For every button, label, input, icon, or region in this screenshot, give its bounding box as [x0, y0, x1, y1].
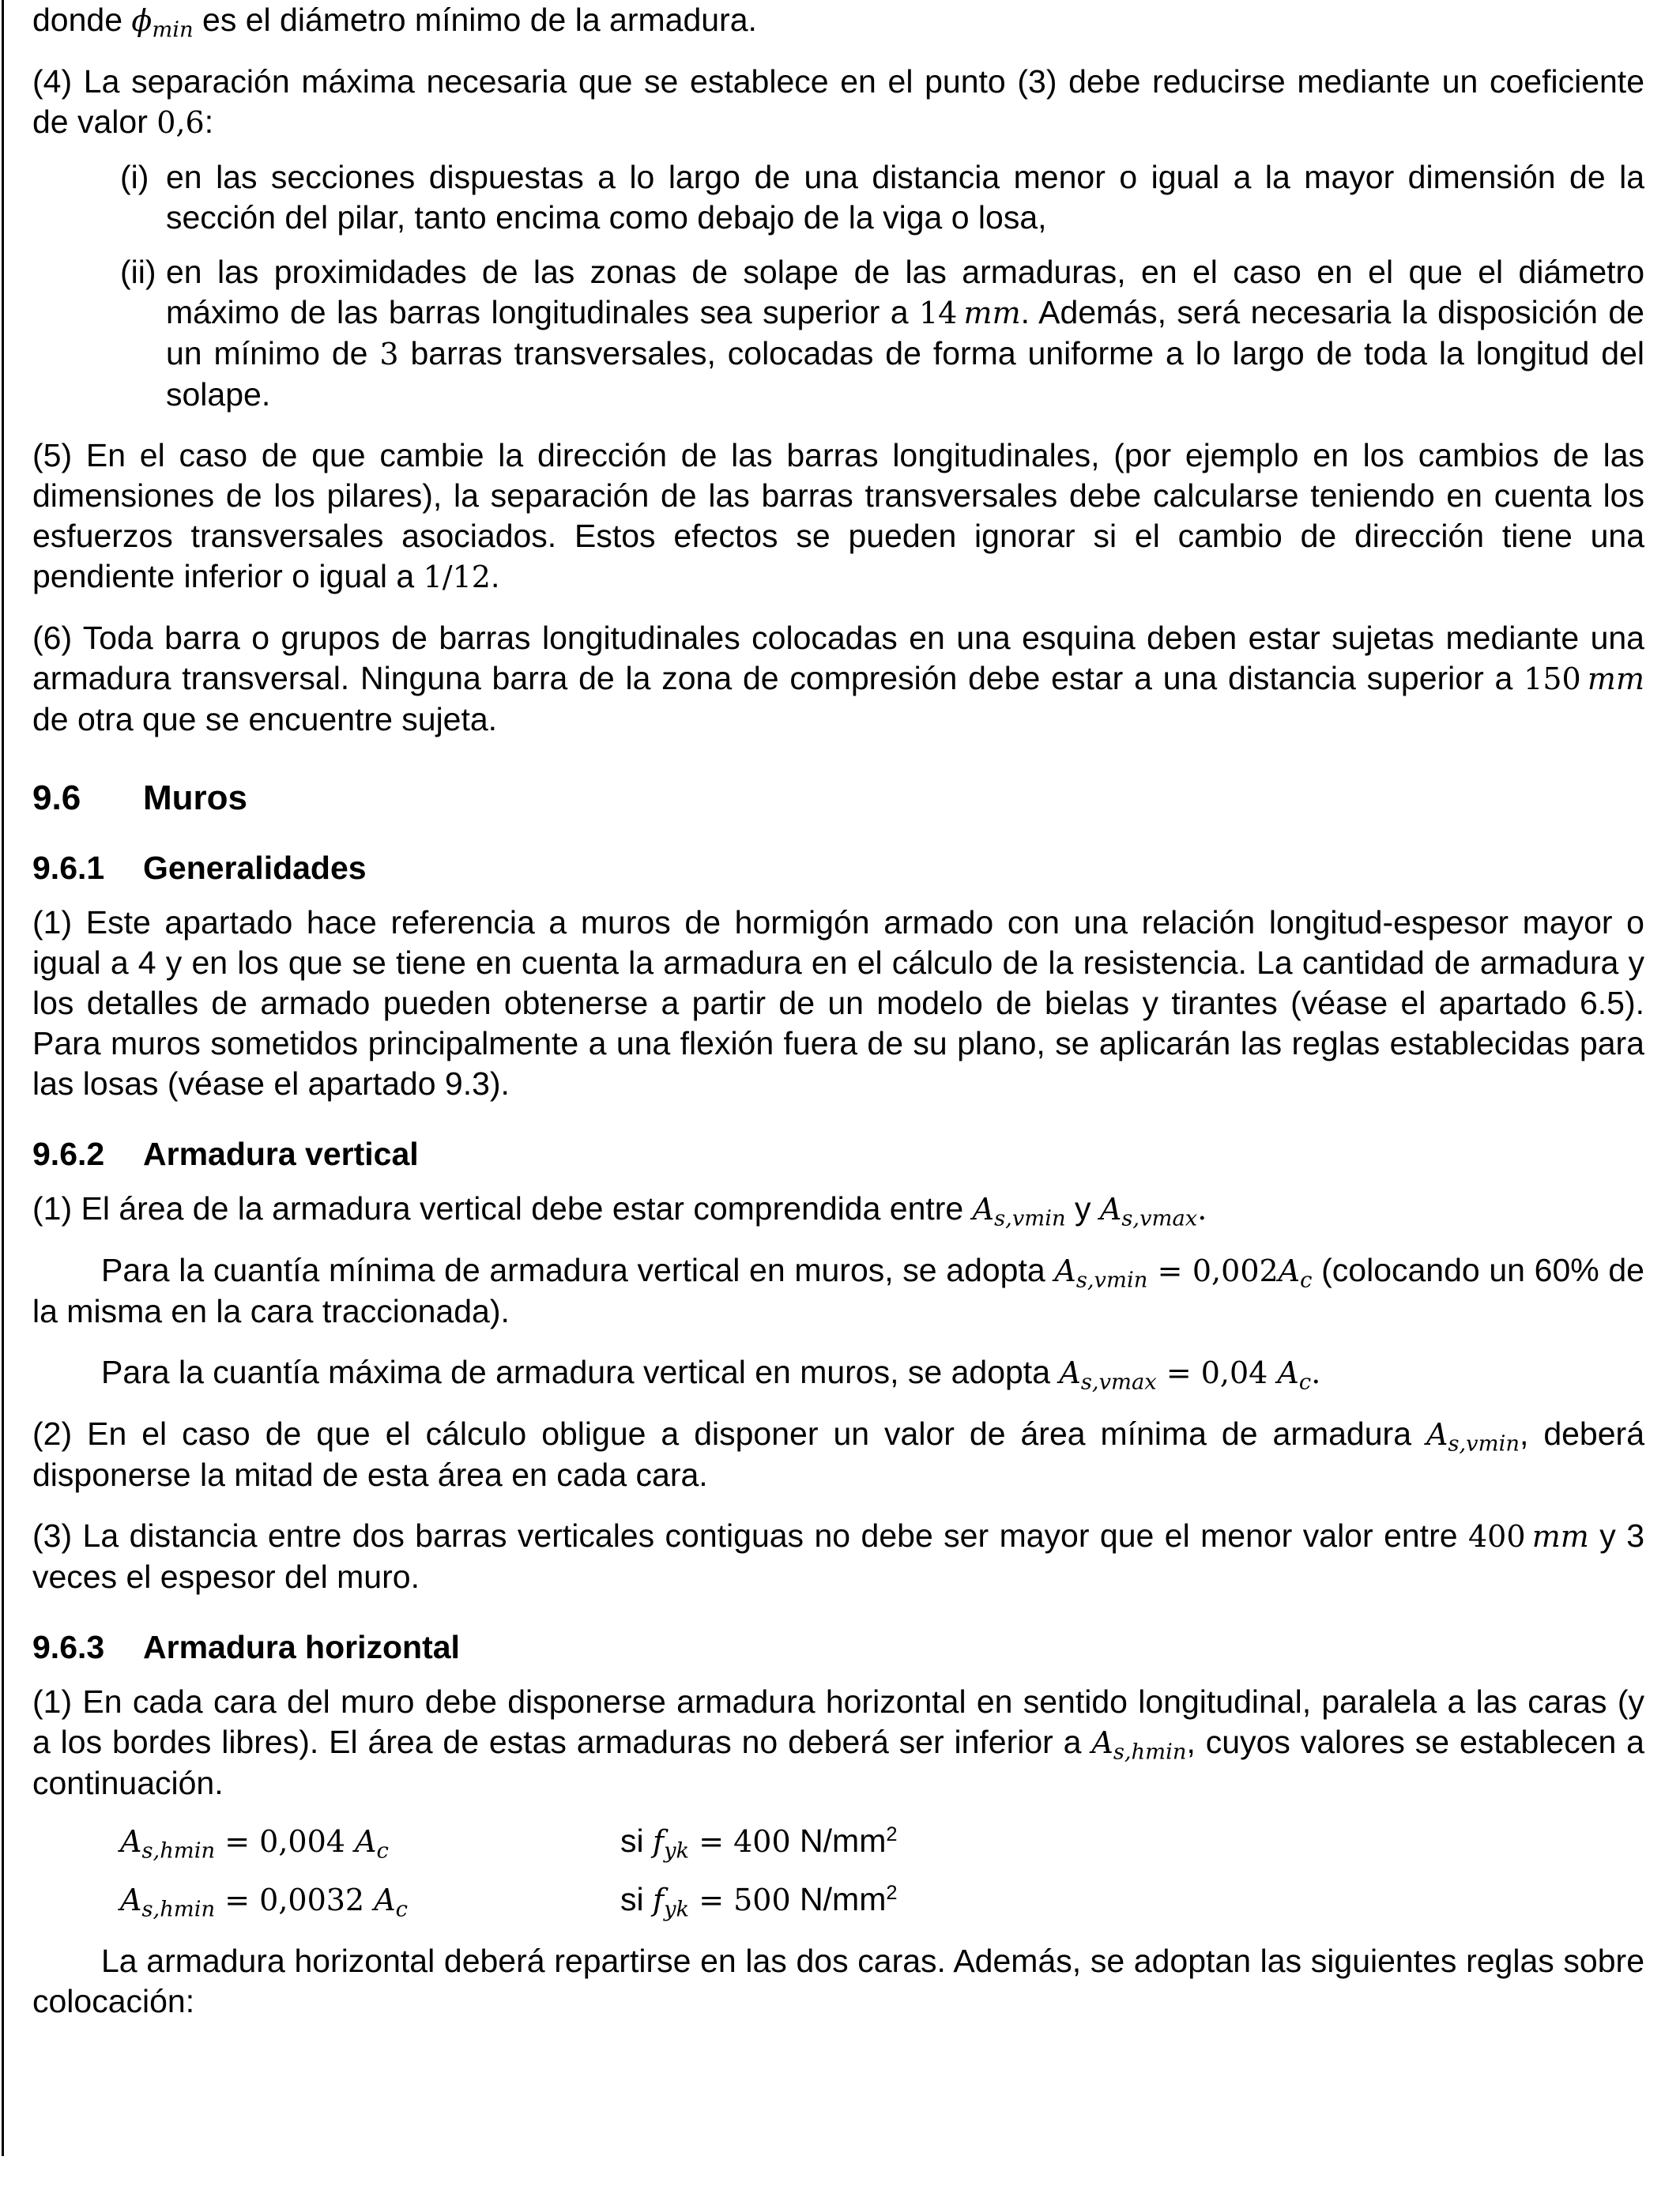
paragraph-min-reinforcement: Para la cuantía mínima de armadura vertical en muros, se adopta $A_{s,vmin} = 0,002A_c$ (colocando un 60% de la misma en la cara traccionada).	[32, 1252, 1644, 1329]
paragraph-9-6-1-1: (1) Este apartado hace referencia a muros de hormigón armado con una relación longitud-espesor mayor o igual a 4 y en los que se tiene en cuenta la armadura en el cálculo de la resistencia. La cantidad de armadura y los detalles de armado pueden obtenerse a partir de un modelo de bielas y tirantes (véase el apartado 6.5). Para muros sometidos principalmente a una flexión fuera de su plano, se aplicarán las reglas establecidas para las losas (véase el apartado 9.3).	[32, 904, 1644, 1102]
phi-symbol: $\phi_{min}$	[131, 3, 194, 43]
section-title: Generalidades	[143, 850, 367, 886]
formula-condition: si $f_{yk} = 400$ $N/mm^2$	[620, 1823, 898, 1864]
math-value: 1/12	[423, 560, 491, 594]
paragraph-4: (4) La separación máxima necesaria que se establece en el punto (3) debe reducirse mediante un coeficiente de valor 0,6:	[32, 63, 1644, 140]
section-heading-9-6-2	[32, 1134, 1644, 1174]
section-number: 9.6.3	[32, 1629, 105, 1665]
section-number: 9.6.2	[32, 1136, 105, 1172]
paragraph-max-reinforcement: Para la cuantía máxima de armadura vertical en muros, se adopta $A_{s,vmax} = 0,04$ $A_c$.	[101, 1354, 1321, 1395]
formula-expression: $A_{s,hmin} = 0,004$ $A_c$	[120, 1824, 389, 1864]
page-left-border	[2, 0, 4, 2156]
list-text: en las proximidades de las zonas de solape de las armaduras, en el caso en el que el diámetro máximo de las barras longitudinales sea superior a 14 mm. Además, será necesaria la disposición de un mínimo de 3 barras transversales, colocadas de forma uniforme a lo largo de toda la longitud del solape.	[166, 254, 1644, 413]
list-item-i	[120, 157, 1644, 238]
section-heading-9-6-1	[32, 848, 1644, 888]
section-title: Muros	[143, 778, 247, 817]
text: donde	[32, 2, 132, 38]
formula-expression: $A_{s,hmin} = 0,0032$ $A_c$	[120, 1883, 408, 1922]
section-number: 9.6	[32, 778, 81, 817]
paragraph-6: (6) Toda barra o grupos de barras longitudinales colocadas en una esquina deben estar sujetas mediante una armadura transversal. Ninguna barra de la zona de compresión debe estar a una distancia superior a 150 mm de otra que se encuentre sujeta.	[32, 620, 1644, 737]
document-page	[32, 0, 1644, 2022]
intro-paragraph	[32, 0, 1644, 41]
section-heading-9-6-3	[32, 1627, 1644, 1668]
math-value: 0,6	[156, 105, 205, 140]
paragraph-9-6-2-1: (1) El área de la armadura vertical debe estar comprendida entre $A_{s,vmin}$ y $A_{s,vmax}$.	[32, 1190, 1207, 1231]
list-text: en las secciones dispuestas a lo largo de una distancia menor o igual a la mayor dimensión de la sección del pilar, tanto encima como debajo de la viga o losa,	[166, 159, 1644, 236]
list-marker: (ii)	[120, 254, 156, 290]
list-item-ii	[120, 252, 1644, 415]
formula-row-1	[120, 1821, 1644, 1862]
paragraph-5: (5) En el caso de que cambie la dirección de las barras longitudinales, (por ejemplo en los cambios de las dimensiones de los pilares), la separación de las barras transversales debe calcularse teniendo en cuenta los esfuerzos transversales asociados. Estos efectos se pueden ignorar si el cambio de dirección tiene una pendiente inferior o igual a 1/12.	[32, 437, 1644, 594]
text: es el diámetro mínimo de la armadura.	[193, 2, 757, 38]
section-number: 9.6.1	[32, 850, 105, 886]
paragraph-9-6-2-3: (3) La distancia entre dos barras verticales contiguas no debe ser mayor que el menor valor entre 400 mm y 3 veces el espesor del muro.	[32, 1517, 1644, 1595]
list-marker: (i)	[120, 159, 149, 195]
formula-row-2	[120, 1879, 1644, 1921]
paragraph-9-6-3-2: La armadura horizontal deberá repartirse en las dos caras. Además, se adoptan las siguientes reglas sobre colocación:	[32, 1943, 1644, 2019]
paragraph-9-6-3-1: (1) En cada cara del muro debe disponerse armadura horizontal en sentido longitudinal, paralela a las caras (y a los bordes libres). El área de estas armaduras no deberá ser inferior a $A_{s,hmin}$, cuyos valores se establecen a continuación.	[32, 1683, 1644, 1801]
paragraph-9-6-2-2: (2) En el caso de que el cálculo obligue a disponer un valor de área mínima de armadura $A_{s,vmin}$, deberá disponerse la mitad de esta área en cada cara.	[32, 1416, 1644, 1493]
section-title: Armadura horizontal	[143, 1629, 460, 1665]
formula-condition: si $f_{yk} = 500$ $N/mm^2$	[620, 1881, 898, 1922]
section-heading-9-6	[32, 778, 1644, 818]
section-title: Armadura vertical	[143, 1136, 419, 1172]
